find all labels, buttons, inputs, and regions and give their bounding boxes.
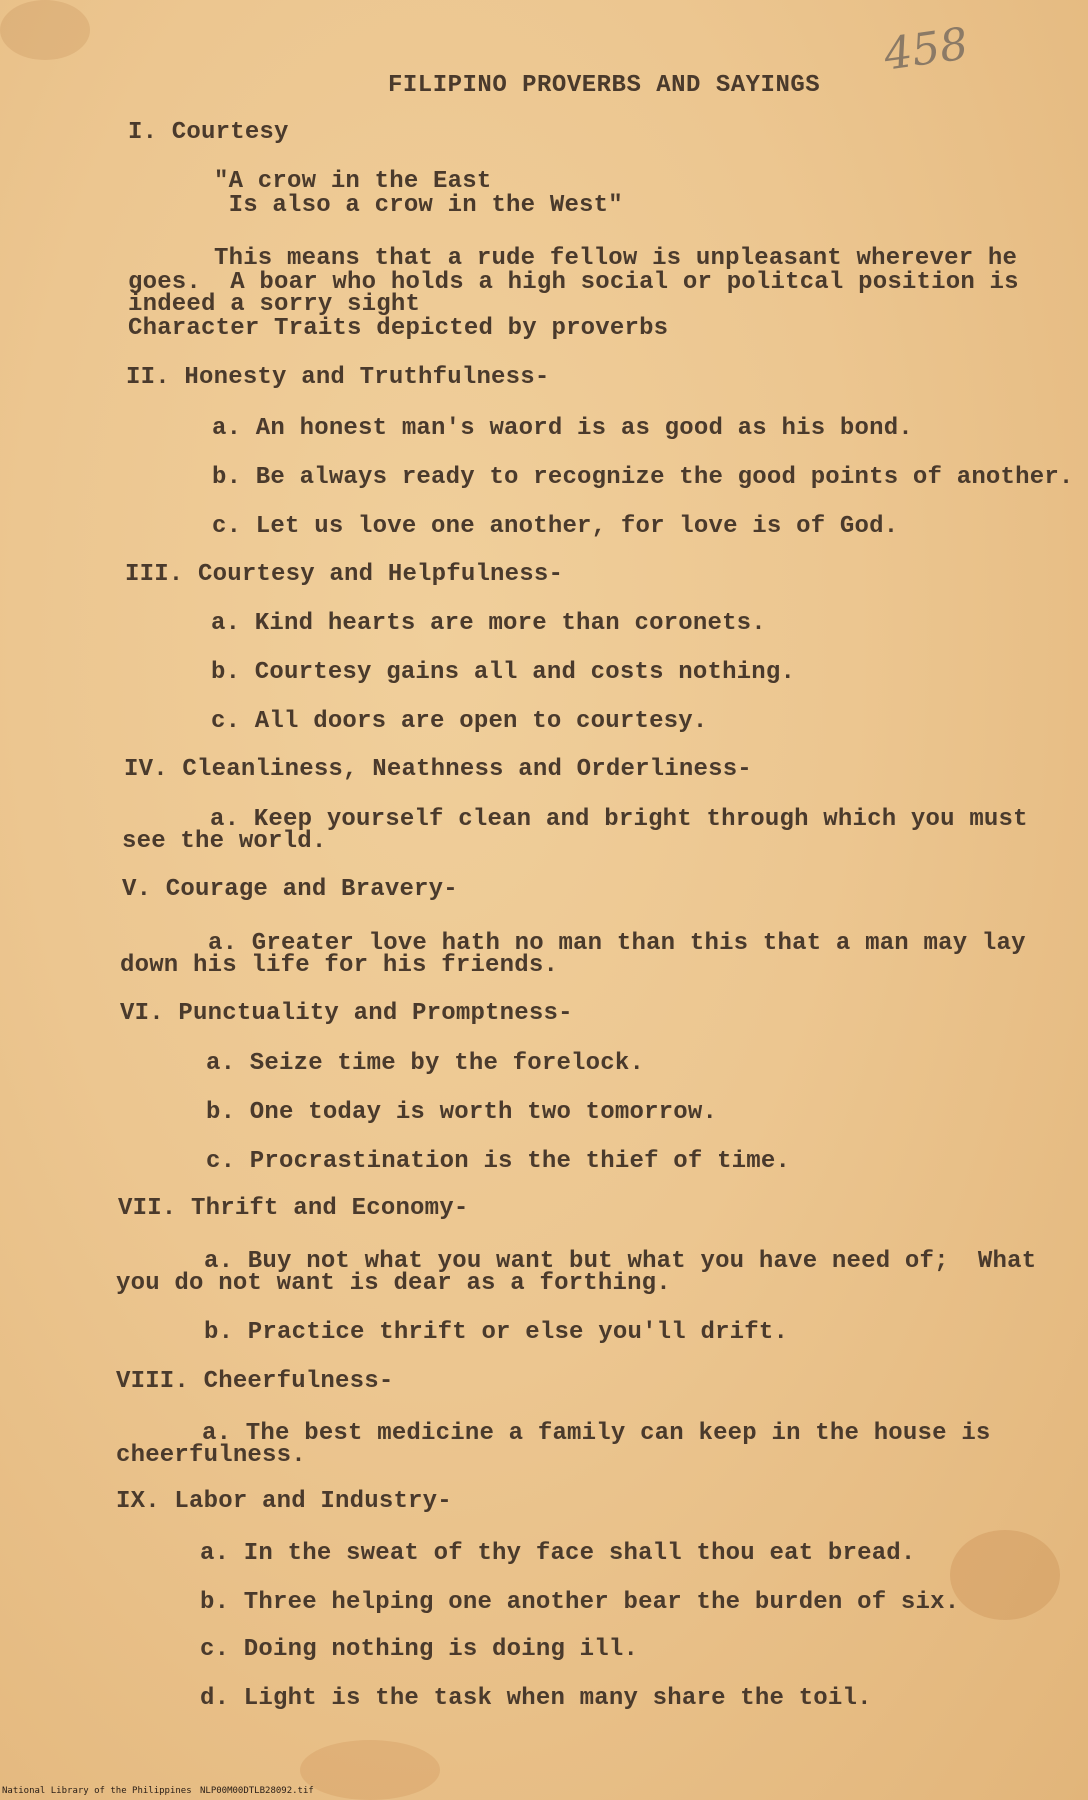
section-heading: IV. Cleanliness, Neathness and Orderliness-: [124, 756, 752, 783]
list-item: a. Keep yourself clean and bright through which you must: [210, 806, 1028, 833]
list-item: c. All doors are open to courtesy.: [211, 708, 708, 735]
body-text: This means that a rude fellow is unpleasant wherever he: [214, 245, 1018, 272]
list-item: b. One today is worth two tomorrow.: [206, 1099, 718, 1126]
footer-source: National Library of the Philippines: [2, 1786, 192, 1796]
list-item: a. Buy not what you want but what you have need of; What: [204, 1248, 1037, 1275]
list-item: a. Kind hearts are more than coronets.: [211, 610, 766, 637]
list-item: b. Be always ready to recognize the good points of another.: [212, 464, 1074, 491]
list-item: c. Doing nothing is doing ill.: [200, 1636, 639, 1663]
list-item: c. Procrastination is the thief of time.: [206, 1148, 791, 1175]
list-item: d. Light is the task when many share the toil.: [200, 1685, 872, 1712]
paper-stain: [950, 1530, 1060, 1620]
proverb-text: Is also a crow in the West": [214, 192, 623, 219]
section-heading: VI. Punctuality and Promptness-: [120, 1000, 573, 1027]
body-text: Character Traits depicted by proverbs: [128, 315, 669, 342]
section-heading: IX. Labor and Industry-: [116, 1488, 452, 1515]
list-item: a. Seize time by the forelock.: [206, 1050, 645, 1077]
section-heading: VII. Thrift and Economy-: [118, 1195, 469, 1222]
list-item: b. Courtesy gains all and costs nothing.: [211, 659, 796, 686]
paper-stain: [0, 0, 90, 60]
body-text: goes. A boar who holds a high social or politcal position is: [128, 269, 1019, 296]
list-item: you do not want is dear as a forthing.: [116, 1270, 671, 1297]
section-heading: II. Honesty and Truthfulness-: [126, 364, 550, 391]
list-item: see the world.: [122, 828, 327, 855]
proverb-text: "A crow in the East: [214, 168, 492, 195]
list-item: c. Let us love one another, for love is of God.: [212, 513, 899, 540]
section-heading: V. Courage and Bravery-: [122, 876, 458, 903]
list-item: b. Practice thrift or else you'll drift.: [204, 1319, 789, 1346]
list-item: cheerfulness.: [116, 1442, 306, 1469]
section-heading: I. Courtesy: [128, 119, 289, 146]
handwritten-page-number: 458: [880, 18, 972, 81]
body-text: indeed a sorry sight: [128, 291, 421, 318]
paper-stain: [300, 1740, 440, 1800]
list-item: a. The best medicine a family can keep in the house is: [202, 1420, 991, 1447]
list-item: down his life for his friends.: [120, 952, 559, 979]
section-heading: VIII. Cheerfulness-: [116, 1368, 394, 1395]
list-item: a. Greater love hath no man than this that a man may lay: [208, 930, 1026, 957]
footer-filename: NLP00M00DTLB28092.tif: [200, 1786, 314, 1796]
list-item: b. Three helping one another bear the burden of six.: [200, 1589, 960, 1616]
list-item: a. An honest man's waord is as good as his bond.: [212, 415, 913, 442]
document-title: FILIPINO PROVERBS AND SAYINGS: [388, 72, 821, 99]
section-heading: III. Courtesy and Helpfulness-: [125, 561, 564, 588]
list-item: a. In the sweat of thy face shall thou eat bread.: [200, 1540, 916, 1567]
